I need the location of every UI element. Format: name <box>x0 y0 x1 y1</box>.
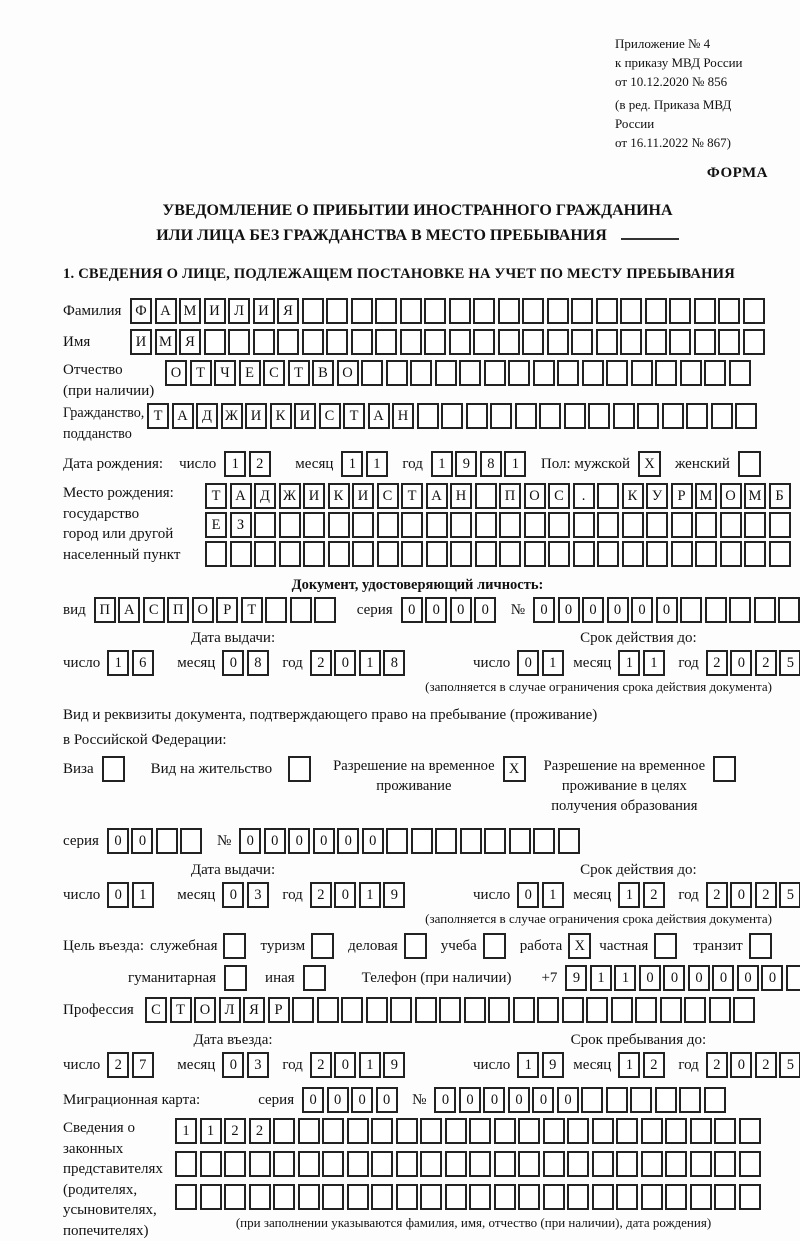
month-label: месяц <box>573 887 612 903</box>
form-title-line2: ИЛИ ЛИЦА БЕЗ ГРАЖДАНСТВА В МЕСТО ПРЕБЫВАНИЯ <box>63 223 772 248</box>
series-label: серия <box>356 602 393 618</box>
migration-card-series-cells[interactable]: 0 0 0 0 <box>302 1087 400 1113</box>
stay-doc-valid <box>473 860 800 908</box>
citizenship-cells[interactable]: Т А Д Ж И К И С Т А Н <box>147 403 760 429</box>
purpose-chastnaya-checkbox[interactable] <box>654 933 677 959</box>
entry-year-cells[interactable]: 2 0 1 9 <box>310 1052 408 1078</box>
year-label: год <box>678 655 699 671</box>
valid-day-cells[interactable]: 0 1 <box>517 650 566 676</box>
profession-row <box>63 997 772 1023</box>
surname-cells[interactable]: Ф А М И Л И Я <box>130 298 767 324</box>
year-label: год <box>678 887 699 903</box>
purpose-delovaya-label: деловая <box>348 938 398 954</box>
birth-month-cells[interactable]: 1 1 <box>341 451 390 477</box>
issue-heading: Дата выдачи: <box>190 630 276 646</box>
id-doc-valid <box>473 628 800 676</box>
year-label: год <box>282 887 303 903</box>
sex-male-label: Пол: мужской <box>540 456 631 472</box>
stay-until <box>473 1030 800 1078</box>
purpose-row1 <box>63 933 772 959</box>
migration-card-row <box>63 1087 772 1113</box>
form-label: ФОРМА <box>706 165 768 181</box>
name-cells[interactable]: И М Я <box>130 329 767 355</box>
birthplace-cells-row1[interactable]: Т А Д Ж И К И С Т А Н П О С . К У Р М О М Б <box>205 483 793 509</box>
month-label: месяц <box>573 1057 612 1073</box>
profession-label: Профессия <box>63 1002 134 1018</box>
edition-line: (в ред. Приказа МВД России <box>615 97 732 131</box>
valid-month-cells[interactable]: 1 2 <box>618 882 667 908</box>
issue-heading: Дата выдачи: <box>190 862 276 878</box>
appendix-block <box>615 34 772 152</box>
valid-day-cells[interactable]: 0 1 <box>517 882 566 908</box>
number-label: № <box>216 833 232 849</box>
series-label: серия <box>258 1092 295 1108</box>
section1-heading: 1. СВЕДЕНИЯ О ЛИЦЕ, ПОДЛЕЖАЩЕМ ПОСТАНОВКЕ НА УЧЕТ ПО МЕСТУ ПРЕБЫВАНИЯ <box>63 266 735 282</box>
year-label: год <box>678 1057 699 1073</box>
representatives-row <box>63 1118 772 1241</box>
issue-month-cells[interactable]: 0 3 <box>222 882 271 908</box>
citizenship-label: Гражданство, подданство <box>63 405 145 442</box>
purpose-inaya-label: иная <box>265 970 295 986</box>
patronymic-row <box>63 360 772 401</box>
phone-cells[interactable]: 9 1 1 0 0 0 0 0 0 <box>565 965 800 991</box>
valid-year-cells[interactable]: 2 0 2 5 <box>706 882 800 908</box>
birthplace-cells-row2[interactable]: Е З <box>205 512 793 538</box>
stay-doc-intro: Вид и реквизиты документа, подтверждающего право на пребывание (проживание) в Российской Федерации: <box>63 707 598 748</box>
stay-until-heading: Срок пребывания до: <box>570 1032 707 1048</box>
doc-series-cells[interactable]: 0 0 0 0 <box>401 597 499 623</box>
migration-card-label: Миграционная карта: <box>63 1092 201 1108</box>
residence-permit-checkbox[interactable] <box>288 756 311 782</box>
month-label: месяц <box>177 655 216 671</box>
validity-note: (заполняется в случае ограничения срока действия документа) <box>425 679 772 694</box>
representatives-cells-row3[interactable] <box>175 1184 763 1210</box>
stay-doc-issue <box>63 860 403 908</box>
surname-row <box>63 298 772 324</box>
phone-prefix: +7 <box>541 970 558 986</box>
stay-until-day-cells[interactable]: 1 9 <box>517 1052 566 1078</box>
purpose-ucheba-checkbox[interactable] <box>483 933 506 959</box>
option-visa <box>63 756 125 782</box>
visa-checkbox[interactable] <box>102 756 125 782</box>
stay-doc-options-row <box>63 756 772 816</box>
profession-cells[interactable]: С Т О Л Я Р <box>145 997 758 1023</box>
entry-month-cells[interactable]: 0 3 <box>222 1052 271 1078</box>
purpose-sluzhebnaya-label: служебная <box>149 938 218 954</box>
purpose-inaya-checkbox[interactable] <box>303 965 326 991</box>
issue-day-cells[interactable]: 1 6 <box>107 650 156 676</box>
entry-date-heading: Дата въезда: <box>193 1032 273 1048</box>
birthplace-label: Место рождения: государство город или другой населенный пункт <box>63 485 181 563</box>
entry-day-cells[interactable]: 2 7 <box>107 1052 156 1078</box>
number-label: № <box>412 1092 427 1108</box>
purpose-sluzhebnaya-checkbox[interactable] <box>223 933 246 959</box>
residence-permit-label: Вид на жительство <box>150 761 273 777</box>
issue-month-cells[interactable]: 0 8 <box>222 650 271 676</box>
doc-number-cells[interactable]: 0 0 0 0 0 0 <box>533 597 800 623</box>
representatives-cells-row1[interactable]: 1 1 2 2 <box>175 1118 763 1144</box>
purpose-rabota-checkbox[interactable]: X <box>568 933 591 959</box>
purpose-gumanitarnaya-checkbox[interactable] <box>224 965 247 991</box>
valid-month-cells[interactable]: 1 1 <box>618 650 667 676</box>
id-doc-row <box>63 597 772 623</box>
patronymic-label: Отчество (при наличии) <box>63 362 155 399</box>
birthplace-row <box>63 483 784 572</box>
validity-note: (заполняется в случае ограничения срока действия документа) <box>425 911 772 926</box>
stay-doc-number-cells[interactable]: 0 0 0 0 0 0 <box>239 828 582 854</box>
day-label: число <box>63 887 101 903</box>
valid-heading: Срок действия до: <box>580 630 697 646</box>
birthplace-cells-row3[interactable] <box>205 541 793 567</box>
appendix-line: от 10.12.2020 № 856 <box>615 74 728 89</box>
issue-year-cells[interactable]: 2 0 1 8 <box>310 650 408 676</box>
day-label: число <box>179 456 217 472</box>
temp-residence-edu-label: Разрешение на временное проживание в целях получения образования <box>543 758 706 814</box>
purpose-rabota-label: работа <box>519 938 563 954</box>
appendix-line: Приложение № 4 <box>615 36 711 51</box>
issue-year-cells[interactable]: 2 0 1 9 <box>310 882 408 908</box>
citizenship-row <box>63 403 772 444</box>
temp-residence-edu-checkbox[interactable] <box>713 756 736 782</box>
entry-date <box>63 1030 403 1078</box>
title-blank-underline <box>621 238 679 240</box>
year-label: год <box>402 456 423 472</box>
issue-day-cells[interactable]: 0 1 <box>107 882 156 908</box>
option-residence-permit <box>151 756 311 782</box>
appendix-line: к приказу МВД России <box>615 55 743 70</box>
phone-label: Телефон (при наличии) <box>361 970 512 986</box>
stay-until-year-cells[interactable]: 2 0 2 5 <box>706 1052 800 1078</box>
valid-year-cells[interactable]: 2 0 2 5 <box>706 650 800 676</box>
surname-label: Фамилия <box>63 303 122 319</box>
form-title-line1: УВЕДОМЛЕНИЕ О ПРИБЫТИИ ИНОСТРАННОГО ГРАЖДАНИНА <box>162 202 673 219</box>
stay-doc-dates <box>63 860 794 908</box>
birthdate-row <box>63 451 772 477</box>
number-label: № <box>510 602 525 618</box>
sex-male-checkbox[interactable]: X <box>638 451 661 477</box>
entry-dates <box>63 1030 794 1078</box>
year-label: год <box>282 655 303 671</box>
year-label: год <box>282 1057 303 1073</box>
option-temp-residence-edu <box>544 756 736 816</box>
purpose-delovaya-checkbox[interactable] <box>404 933 427 959</box>
purpose-chastnaya-label: частная <box>599 938 649 954</box>
birthplace-cells-block <box>205 483 793 572</box>
birth-day-cells[interactable]: 1 2 <box>224 451 273 477</box>
purpose-tranzit-checkbox[interactable] <box>749 933 772 959</box>
purpose-turizm-label: туризм <box>260 938 306 954</box>
option-temp-residence <box>333 756 525 796</box>
stay-doc-series-row <box>63 828 772 854</box>
purpose-ucheba-label: учеба <box>440 938 477 954</box>
day-label: число <box>473 887 511 903</box>
id-doc-heading: Документ, удостоверяющий личность: <box>291 577 544 593</box>
month-label: месяц <box>295 456 334 472</box>
purpose-tranzit-label: транзит <box>693 938 743 954</box>
doc-kind-label: вид <box>63 602 86 618</box>
temp-residence-checkbox[interactable]: X <box>503 756 526 782</box>
purpose-row2 <box>128 965 777 991</box>
purpose-turizm-checkbox[interactable] <box>311 933 334 959</box>
day-label: число <box>473 655 511 671</box>
purpose-label: Цель въезда: <box>63 938 144 954</box>
sex-female-checkbox[interactable] <box>738 451 761 477</box>
representatives-label: Сведения о законных представителях (родителях, усыновителях, попечителях) <box>63 1120 163 1239</box>
day-label: число <box>63 655 101 671</box>
day-label: число <box>473 1057 511 1073</box>
representatives-cells-row2[interactable] <box>175 1151 763 1177</box>
temp-residence-label: Разрешение на временное проживание <box>333 758 495 794</box>
birthdate-label: Дата рождения: <box>63 456 164 472</box>
stay-doc-series-cells[interactable]: 0 0 <box>107 828 205 854</box>
month-label: месяц <box>573 655 612 671</box>
edition-line: от 16.11.2022 № 867) <box>615 135 732 150</box>
day-label: число <box>63 1057 101 1073</box>
sex-female-label: женский <box>675 456 730 472</box>
birth-year-cells[interactable]: 1 9 8 1 <box>431 451 529 477</box>
month-label: месяц <box>177 1057 216 1073</box>
name-label: Имя <box>63 334 91 350</box>
representatives-note: (при заполнении указываются фамилия, имя, отчество (при наличии), дата рождения) <box>235 1215 712 1230</box>
migration-card-number-cells[interactable]: 0 0 0 0 0 0 <box>434 1087 728 1113</box>
id-doc-dates <box>63 628 794 676</box>
name-row <box>63 329 772 355</box>
id-doc-issue <box>63 628 403 676</box>
doc-kind-cells[interactable]: П А С П О Р Т <box>94 597 339 623</box>
form-title <box>63 198 772 248</box>
visa-label: Виза <box>63 761 94 777</box>
stay-until-month-cells[interactable]: 1 2 <box>618 1052 667 1078</box>
purpose-gumanitarnaya-label: гуманитарная <box>128 970 217 986</box>
valid-heading: Срок действия до: <box>580 862 697 878</box>
series-label: серия <box>63 833 99 849</box>
patronymic-cells[interactable]: О Т Ч Е С Т В О <box>165 360 753 386</box>
representatives-cells-block <box>175 1118 772 1231</box>
month-label: месяц <box>177 887 216 903</box>
